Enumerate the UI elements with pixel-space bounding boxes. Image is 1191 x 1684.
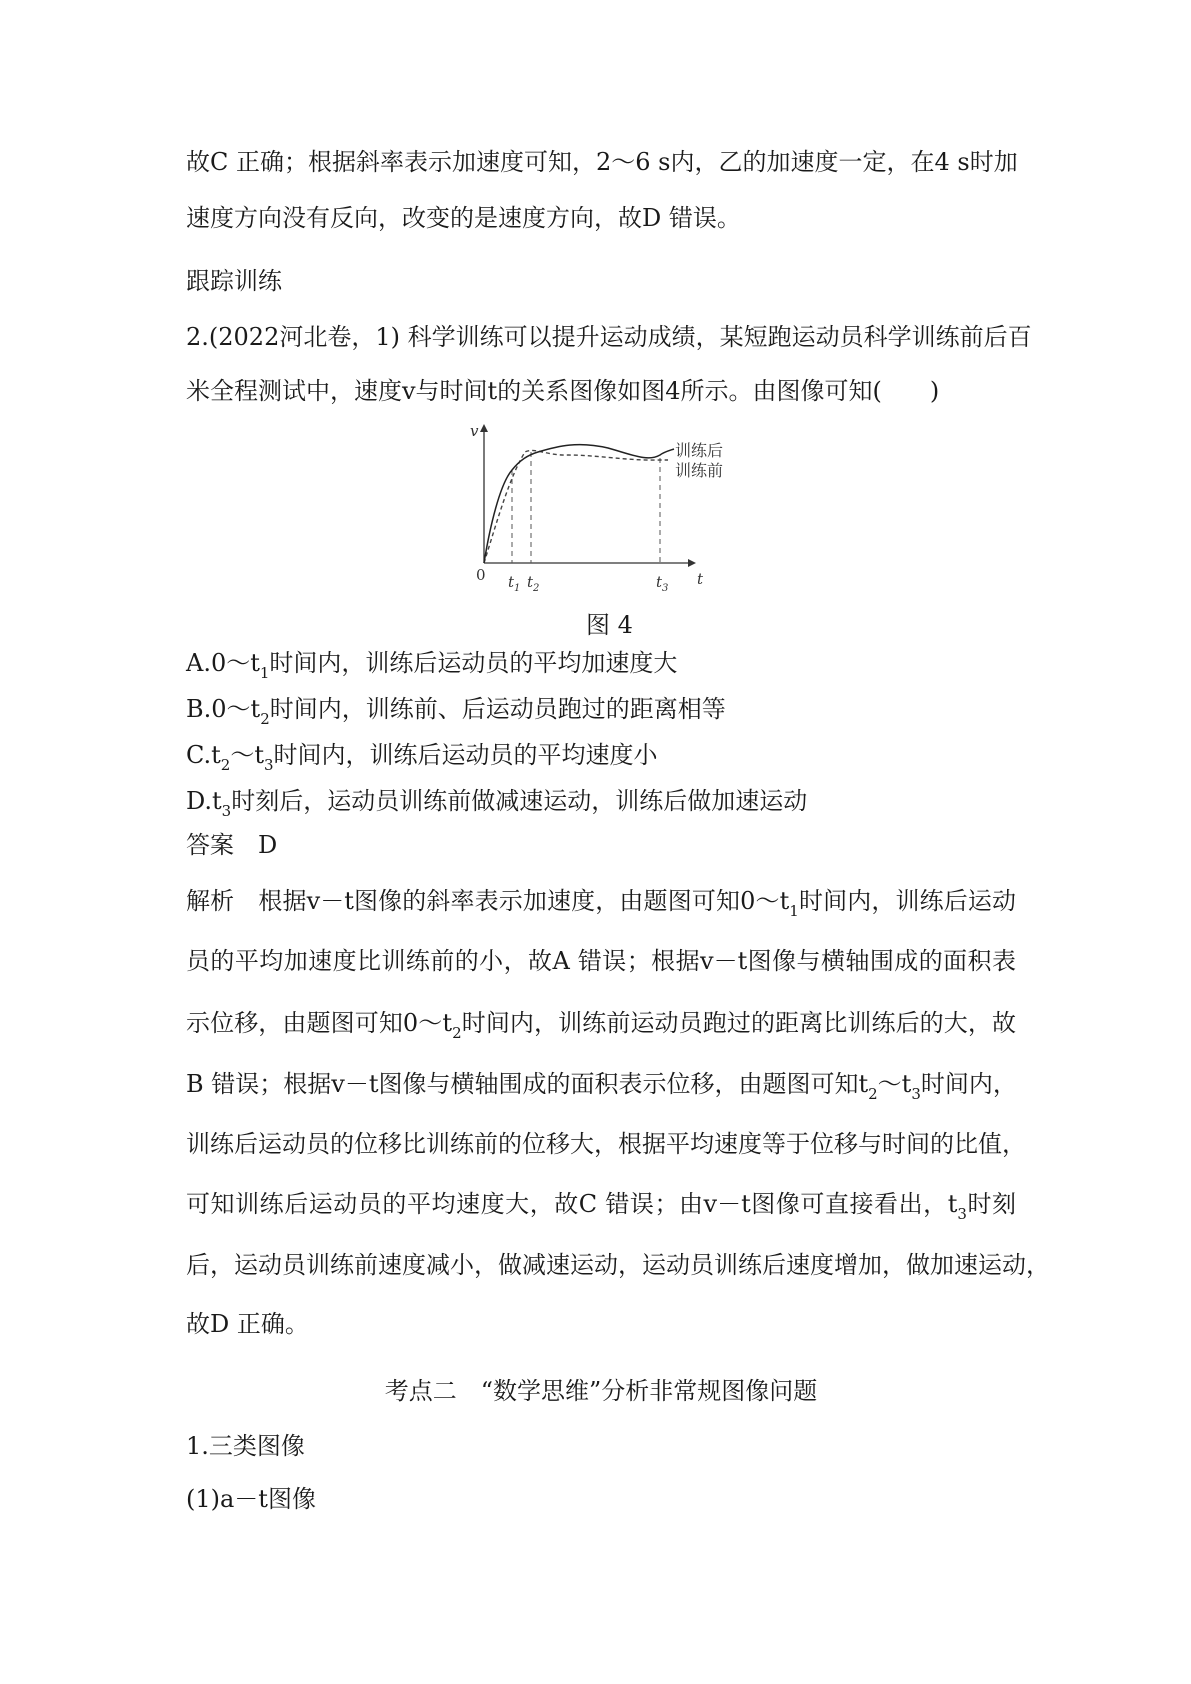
y-axis-arrow <box>480 424 488 432</box>
question-line-2: 米全程测试中，速度v与时间t的关系图像如图4所示。由图像可知( ) <box>186 377 940 405</box>
analysis-line-3: 示位移，由题图可知$0\sim t_2$时间内，训练前运动员跑过的距离比训练后的大，故 <box>186 1009 1016 1042</box>
figure-caption: 图 4 <box>586 611 633 639</box>
question-line-1: 2.(2022河北卷，1) 科学训练可以提升运动成绩，某短跑运动员科学训练前后百 <box>186 323 1032 351</box>
option-b: $B.0\sim t_2$时间内，训练前、后运动员跑过的距离相等 <box>186 695 726 728</box>
analysis-line-5: 训练后运动员的位移比训练前的位移大，根据平均速度等于位移与时间的比值， <box>186 1130 1026 1158</box>
velocity-time-figure <box>468 422 748 598</box>
option-a: $A.0\sim t_1$时间内，训练后运动员的平均加速度大 <box>186 649 678 682</box>
legend-before-training: 训练前 <box>675 461 724 480</box>
tick-t3: $t_3$ <box>656 573 669 594</box>
option-c: $C.t_2\sim t_3$时间内，训练后运动员的平均速度小 <box>186 741 658 774</box>
subsection-heading: 1.三类图像 <box>186 1432 305 1460</box>
origin-label: 0 <box>476 566 486 584</box>
analysis-line-6: 可知训练后运动员的平均速度大，故C 错误；由v－t图像可直接看出，$t_3$时刻 <box>186 1190 1017 1223</box>
prev-explanation-line-2: 速度方向没有反向，改变的是速度方向，故D 错误。 <box>186 204 741 232</box>
x-axis-label: t <box>697 570 704 588</box>
analysis-line-4: B 错误；根据v－t图像与横轴围成的面积表示位移，由题图可知$t_2\sim t_3$时间内， <box>186 1070 1017 1103</box>
legend-after-training: 训练后 <box>675 441 724 460</box>
analysis-line-2: 员的平均加速度比训练前的小，故A 错误；根据v－t图像与横轴围成的面积表 <box>186 947 1016 975</box>
analysis-line-1: 解析 根据v－t图像的斜率表示加速度，由题图可知$0\sim t_1$时间内，训练后运动 <box>186 887 1016 920</box>
section-title: 考点二 “数学思维”分析非常规图像问题 <box>384 1377 818 1405</box>
tick-t1: $t_1$ <box>508 573 521 594</box>
option-d: $D.t_3$时刻后，运动员训练前做减速运动，训练后做加速运动 <box>186 787 808 820</box>
x-axis-arrow <box>688 559 696 567</box>
item-1: (1)a－t图像 <box>186 1485 316 1513</box>
y-axis-label: v <box>470 422 479 440</box>
answer: 答案 D <box>186 831 278 859</box>
analysis-line-8: 故D 正确。 <box>186 1310 309 1338</box>
prev-explanation-line-1: 故C 正确；根据斜率表示加速度可知，2～6 s内，乙的加速度一定，在4 s时加 <box>186 148 1018 176</box>
tracking-heading: 跟踪训练 <box>186 267 282 295</box>
tick-t2: $t_2$ <box>527 573 540 594</box>
analysis-line-7: 后，运动员训练前速度减小，做减速运动，运动员训练后速度增加，做加速运动， <box>186 1251 1050 1279</box>
